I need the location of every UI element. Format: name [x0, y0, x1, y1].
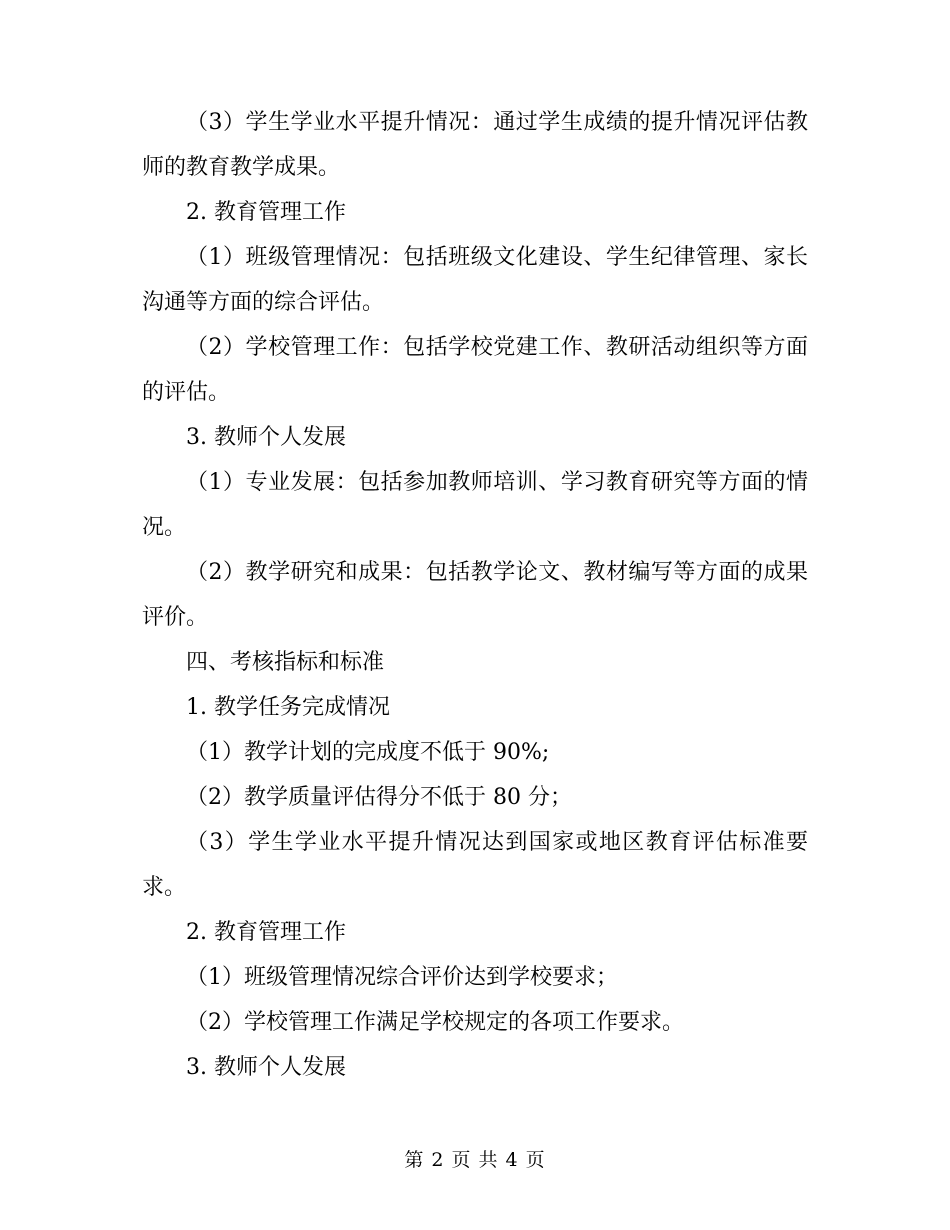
paragraph-research-results: （2）教学研究和成果：包括教学论文、教材编写等方面的成果评价。: [142, 560, 808, 630]
page-number-footer: 第 2 页 共 4 页: [404, 1149, 546, 1171]
heading-education-management: 2. 教育管理工作: [186, 200, 346, 225]
heading-teacher-development: 3. 教师个人发展: [186, 425, 346, 450]
heading-education-management-2: 2. 教育管理工作: [186, 920, 346, 945]
paragraph-school-management: （2）学校管理工作：包括学校党建工作、教研活动组织等方面的评估。: [142, 335, 808, 405]
paragraph-plan-completion: （1）教学计划的完成度不低于 90%;: [186, 740, 550, 765]
document-body: [142, 100, 808, 1090]
paragraph-class-evaluation: （1）班级管理情况综合评价达到学校要求；: [186, 965, 618, 990]
heading-teacher-development-2: 3. 教师个人发展: [186, 1055, 346, 1080]
paragraph-academic-standard: （3）学生学业水平提升情况达到国家或地区教育评估标准要求。: [142, 830, 808, 900]
paragraph-3-academic-improvement: （3）学生学业水平提升情况：通过学生成绩的提升情况评估教师的教育教学成果。: [142, 110, 808, 180]
paragraph-quality-score: （2）教学质量评估得分不低于 80 分；: [186, 785, 572, 810]
paragraph-class-management: （1）班级管理情况：包括班级文化建设、学生纪律管理、家长沟通等方面的综合评估。: [142, 245, 808, 315]
heading-section-four: 四、考核指标和标准: [186, 650, 385, 675]
paragraph-professional-development: （1）专业发展：包括参加教师培训、学习教育研究等方面的情况。: [142, 470, 808, 540]
heading-teaching-tasks: 1. 教学任务完成情况: [186, 695, 390, 720]
paragraph-school-requirements: （2）学校管理工作满足学校规定的各项工作要求。: [186, 1010, 684, 1035]
